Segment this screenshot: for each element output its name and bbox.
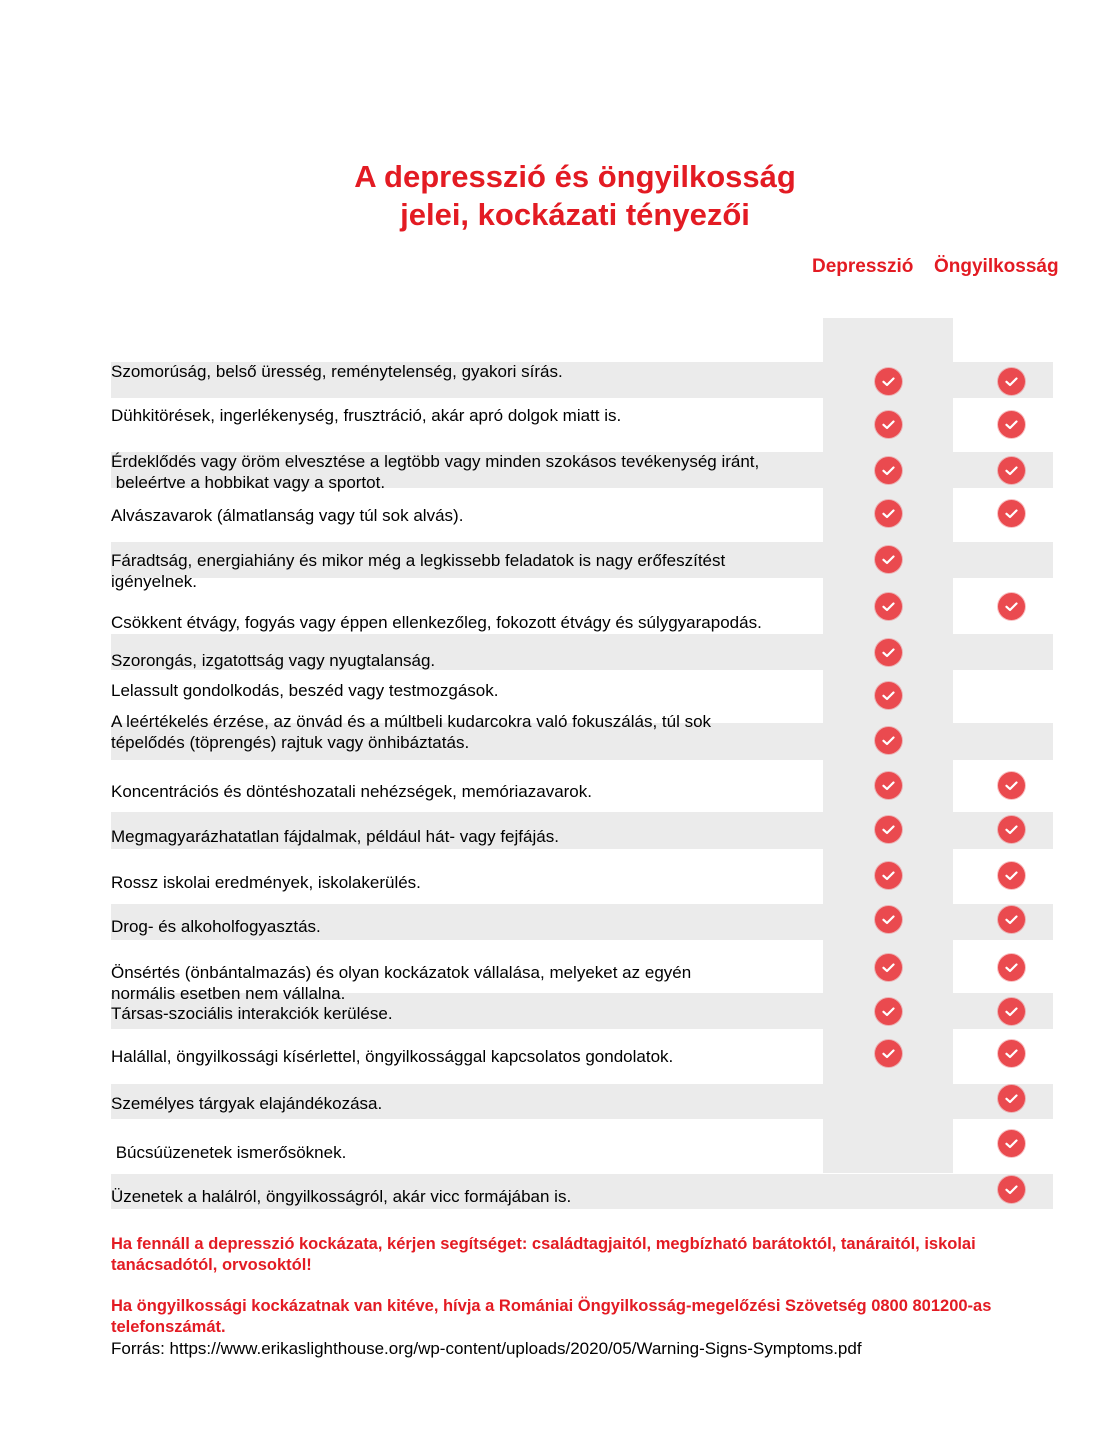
check-circle-icon: [875, 639, 902, 666]
check-circle-icon: [875, 593, 902, 620]
check-circle-icon: [998, 772, 1025, 799]
check-circle-icon: [998, 593, 1025, 620]
symptom-text: Koncentrációs és döntéshozatali nehézségek, memóriazavarok.: [111, 782, 592, 801]
check-circle-icon: [998, 457, 1025, 484]
symptom-text: Dühkitörések, ingerlékenység, frusztráció, akár apró dolgok miatt is.: [111, 406, 622, 425]
symptom-text: Lelassult gondolkodás, beszéd vagy testmozgások.: [111, 681, 499, 700]
symptom-text: Személyes tárgyak elajándékozása.: [111, 1094, 383, 1113]
title-line-2: jelei, kockázati tényezői: [400, 197, 750, 232]
symptom-text: Alvászavarok (álmatlanság vagy túl sok alvás).: [111, 506, 464, 525]
symptom-text: Búcsúüzenetek ismerősöknek.: [111, 1143, 347, 1162]
check-circle-icon: [875, 682, 902, 709]
check-circle-icon: [998, 998, 1025, 1025]
check-circle-icon: [875, 1040, 902, 1067]
check-circle-icon: [875, 457, 902, 484]
check-circle-icon: [875, 500, 902, 527]
symptom-text: Szorongás, izgatottság vagy nyugtalanság.: [111, 651, 436, 670]
title-line-1: A depresszió és öngyilkosság: [354, 159, 796, 194]
symptom-text: Halállal, öngyilkossági kísérlettel, öngyilkossággal kapcsolatos gondolatok.: [111, 1047, 674, 1066]
check-circle-icon: [875, 368, 902, 395]
check-circle-icon: [998, 954, 1025, 981]
help-suicide-note: Ha öngyilkossági kockázatnak van kitéve, hívja a Romániai Öngyilkosság-megelőzési Szövetség 0800 801200-as telefonszámát.: [111, 1297, 992, 1336]
check-circle-icon: [998, 1130, 1025, 1157]
check-circle-icon: [998, 862, 1025, 889]
help-depression-note: Ha fennáll a depresszió kockázata, kérjen segítséget: családtagjaitól, megbízható barátoktól, tanáraitól, iskolai tanácsadótól, orvosoktól!: [111, 1235, 976, 1274]
check-circle-icon: [998, 500, 1025, 527]
check-circle-icon: [875, 816, 902, 843]
symptom-text: Érdeklődés vagy öröm elvesztése a legtöbb vagy minden szokásos tevékenység iránt, beleértve a hobbikat vagy a sportot.: [111, 452, 760, 492]
check-circle-icon: [875, 772, 902, 799]
symptom-text: Szomorúság, belső üresség, reménytelenség, gyakori sírás.: [111, 362, 563, 381]
symptom-text: Üzenetek a halálról, öngyilkosságról, akár vicc formájában is.: [111, 1187, 572, 1206]
check-circle-icon: [875, 546, 902, 573]
page-title: [0, 158, 1112, 234]
symptom-text: A leértékelés érzése, az önvád és a múltbeli kudarcokra való fokuszálás, túl sok tépelődés (töprengés) rajtuk vagy önhibáztatás.: [111, 712, 712, 752]
check-circle-icon: [998, 816, 1025, 843]
check-circle-icon: [998, 368, 1025, 395]
symptom-text: Társas-szociális interakciók kerülése.: [111, 1004, 393, 1023]
check-circle-icon: [998, 906, 1025, 933]
column-header-depression: Depresszió: [812, 256, 914, 277]
check-circle-icon: [875, 906, 902, 933]
symptom-text: Drog- és alkoholfogyasztás.: [111, 917, 321, 936]
check-circle-icon: [998, 411, 1025, 438]
symptom-text: Önsértés (önbántalmazás) és olyan kockázatok vállalása, melyeket az egyén normális esetben nem vállalna.: [111, 963, 692, 1003]
symptom-text: Fáradtság, energiahiány és mikor még a legkissebb feladatok is nagy erőfeszítést igényelnek.: [111, 551, 726, 591]
symptom-text: Megmagyarázhatatlan fájdalmak, például hát- vagy fejfájás.: [111, 827, 559, 846]
check-circle-icon: [875, 727, 902, 754]
source-citation: Forrás: https://www.erikaslighthouse.org/wp-content/uploads/2020/05/Warning-Signs-Symptoms.pdf: [111, 1339, 862, 1358]
check-circle-icon: [875, 411, 902, 438]
symptom-text: Rossz iskolai eredmények, iskolakerülés.: [111, 873, 421, 892]
check-circle-icon: [875, 862, 902, 889]
check-circle-icon: [998, 1040, 1025, 1067]
column-header-suicide: Öngyilkosság: [934, 256, 1059, 277]
check-circle-icon: [875, 998, 902, 1025]
symptom-text: Csökkent étvágy, fogyás vagy éppen ellenkezőleg, fokozott étvágy és súlygyarapodás.: [111, 613, 762, 632]
check-circle-icon: [875, 954, 902, 981]
check-circle-icon: [998, 1176, 1025, 1203]
check-circle-icon: [998, 1085, 1025, 1112]
